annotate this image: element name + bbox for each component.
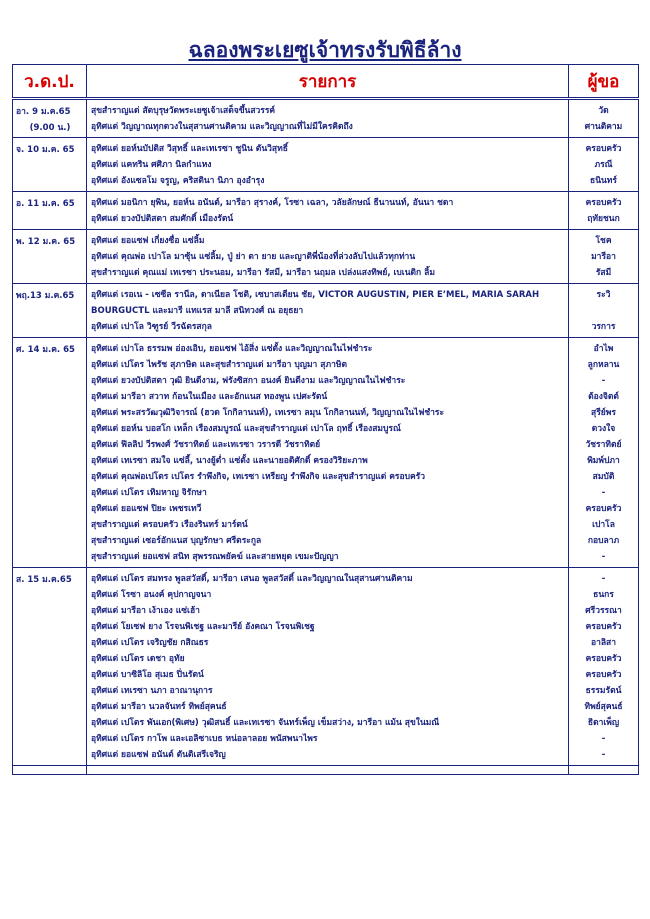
table-row bbox=[13, 284, 639, 338]
table-row bbox=[13, 568, 639, 766]
intention-line: สุขสำราญแด่ ครอบครัว เรืองรินทร์ มาร์ตน์ bbox=[91, 520, 248, 530]
row-date-cell bbox=[13, 568, 87, 766]
mass-intentions-table bbox=[12, 64, 639, 775]
requester-line: พิมพ์ปภา bbox=[587, 456, 620, 466]
row-items-cell bbox=[87, 138, 569, 192]
intention-line: อุทิศแด่ ยอห์น บอสโก เหล็ก เรืองสมบูรณ์ และสุขสำราญแด่ เปาโล ฤทธิ์ เรืองสมบูรณ์ bbox=[91, 424, 401, 434]
requester-line: สุรีย์พร bbox=[591, 408, 616, 418]
column-header-items: รายการ bbox=[87, 65, 569, 99]
row-requester-cell bbox=[569, 192, 639, 230]
requester-line: ครอบครัว bbox=[585, 654, 622, 664]
requester-line: ธนินทร์ bbox=[590, 176, 617, 186]
intention-line: อุทิศแด่ ยอแซฟ ปิยะ เพชรเทวี bbox=[91, 504, 202, 514]
requester-line: ธรรมรัตน์ bbox=[585, 686, 622, 696]
table-body bbox=[13, 99, 639, 775]
requester-line bbox=[570, 303, 637, 319]
intention-line: อุทิศแด่ เปโตร เดชา อุทัย bbox=[91, 654, 185, 664]
intention-line: อุทิศแด่ เทเรซา นภา อาณานุการ bbox=[91, 686, 213, 696]
row-items-cell bbox=[87, 284, 569, 338]
row-date-cell bbox=[13, 138, 87, 192]
intention-line: อุทิศแด่ ยอห์นบัปติส วิสุทธิ์ และเทเรซา ชูนิน ตันวิสุทธิ์ bbox=[91, 144, 288, 154]
requester-line: ครอบครัว bbox=[585, 622, 622, 632]
row-date-cell bbox=[13, 192, 87, 230]
empty-cell bbox=[13, 766, 87, 775]
row-items-cell bbox=[87, 192, 569, 230]
requester-line: วัด bbox=[598, 106, 609, 116]
intention-line: อุทิศแด่ มารีอา นวลจันทร์ ทิพย์สุคนธ์ bbox=[91, 702, 227, 712]
table-row bbox=[13, 138, 639, 192]
requester-line: ดวงใจ bbox=[591, 424, 616, 434]
requester-line: - bbox=[601, 734, 606, 744]
intention-line: อุทิศแด่ อังแซลโม จรูญ, คริสตินา นิภา อุงอำรุง bbox=[91, 176, 265, 186]
requester-line: กอบลาภ bbox=[587, 536, 620, 546]
intention-line: อุทิศแด่ เปาโล วิฑูรย์ วีรฉัตรสกุล bbox=[91, 322, 212, 332]
empty-row bbox=[13, 766, 639, 775]
intention-line: อุทิศแด่ วิญญาณทุกดวงในสุสานศานติคาม และวิญญาณที่ไม่มีใครคิดถึง bbox=[91, 122, 353, 132]
intention-line: อุทิศแด่ โยเซฟ ยาง โรจนพิเชฐ และมารีย์ อังคณา โรจนพิเชฐ bbox=[91, 622, 315, 632]
intention-line: สุขสำราญแด่ เซอร์อักแนส บุญรักษา ศรีตระกูล bbox=[91, 536, 262, 546]
requester-line: - bbox=[601, 574, 606, 584]
row-requester-cell bbox=[569, 568, 639, 766]
requester-line: ฤทัยชนก bbox=[587, 214, 620, 224]
requester-line: อำไพ bbox=[593, 344, 614, 354]
page-title: ฉลองพระเยซูเจ้าทรงรับพิธีล้าง bbox=[188, 38, 462, 62]
intention-line: อุทิศแด่ เปโตร สมทรง พูลสวัสดิ์, มารีอา เสนอ พูลสวัสดิ์ และวิญญาณในสุสานศานติคาม bbox=[91, 574, 413, 584]
empty-cell bbox=[87, 766, 569, 775]
requester-line: ต้องจิตต์ bbox=[588, 392, 619, 402]
requester-line: ภรณี bbox=[594, 160, 613, 170]
row-requester-cell bbox=[569, 99, 639, 138]
row-date: พฤ.13 ม.ค.65 bbox=[16, 291, 75, 301]
row-date: อ. 11 ม.ค. 65 bbox=[16, 199, 75, 209]
requester-line: ธนกร bbox=[593, 590, 614, 600]
intention-line: อุทิศแด่ มารีอา สวาท ก้อนในเมือง และอักแนส ทองพูน เปศะรัตน์ bbox=[91, 392, 328, 402]
intention-line: อุทิศแด่ เปโตร เทิมหาญ จิรักษา bbox=[91, 488, 207, 498]
requester-line: - bbox=[601, 488, 606, 498]
row-date: อา. 9 ม.ค.65 bbox=[16, 107, 71, 117]
table-header-row bbox=[13, 65, 639, 99]
intention-line: อุทิศแด่ ยวงบัปติสตา สมศักดิ์ เมืองรัตน์ bbox=[91, 214, 234, 224]
row-items-cell bbox=[87, 568, 569, 766]
intention-line: อุทิศแด่ คุณพ่อ เปาโล มาซุ้น แซ่ลิ้ม, ปู่ ย่า ตา ยาย และญาติพี่น้องที่ล่วงลับไปแล้วทุกท่าน bbox=[91, 252, 416, 262]
intention-line: อุทิศแด่ โรซา อนงค์ คุปกาญจนา bbox=[91, 590, 212, 600]
requester-line: ระวิ bbox=[596, 290, 611, 300]
intention-line: อุทิศแด่ ยอแซฟ อนันต์ ตันติเสรีเจริญ bbox=[91, 750, 226, 760]
requester-line: อาลิสา bbox=[590, 638, 617, 648]
requester-line: สมบัติ bbox=[592, 472, 615, 482]
requester-line: - bbox=[601, 750, 606, 760]
table-row bbox=[13, 230, 639, 284]
row-date-cell bbox=[13, 338, 87, 568]
requester-line: ครอบครัว bbox=[585, 670, 622, 680]
intention-line: อุทิศแด่ พระสรวัฒวุฒิวิจารณ์ (ฮวด โกกิลานนท์), เทเรซา ลมุน โกกิลานนท์, วิญญาณในไฟชำระ bbox=[91, 408, 445, 418]
intention-line: อุทิศแด่ ฟิลลิป วีรพงศ์ วัชราทิตย์ และเทเรซา วรารดี วัชราทิตย์ bbox=[91, 440, 321, 450]
requester-line: ลูกหลาน bbox=[587, 360, 620, 370]
intention-line: อุทิศแด่ เปาโล ธรรมพ อ่องเอิบ, ยอแซฟ ไอ้สิ่ง แซ่ตั้ง และวิญญาณในไฟชำระ bbox=[91, 344, 373, 354]
table-row bbox=[13, 192, 639, 230]
intention-line: สุขสำราญแด่ ยอแซฟ สนิท สุพรรณพยัคฆ์ และสายหยุด เขมะปัญญา bbox=[91, 552, 339, 562]
row-requester-cell bbox=[569, 230, 639, 284]
intention-line: อุทิศแด่ เทเรซา สมใจ แซ่ลี้, นางยู้ด่ำ แซ่ตั้ง และนายอดิศักดิ์ ครองวิริยะภาพ bbox=[91, 456, 368, 466]
requester-line: วัชราทิตย์ bbox=[585, 440, 622, 450]
row-items-cell bbox=[87, 99, 569, 138]
row-items-cell bbox=[87, 230, 569, 284]
intention-line: สุขสำราญแด่ สัตบุรุษวัดพระเยซูเจ้าเสด็จขึ้นสวรรค์ bbox=[91, 106, 276, 116]
requester-line: ศรีวรรณา bbox=[585, 606, 622, 616]
requester-line: ครอบครัว bbox=[585, 198, 622, 208]
intention-line: อุทิศแด่ เรอเน - เซซีล รานีล, ดาเนียล โชติ, เซบาสเตียน ชัย, VICTOR AUGUSTIN, PIER E’MEL, MARIA SARAH BOURGUCTL และมารี แทแรส มาลี สนิทวงศ์ ณ อยุธยา bbox=[91, 290, 540, 316]
table-row bbox=[13, 338, 639, 568]
intention-line: อุทิศแด่ เปโตร ไพรัช สุภาษิต และสุขสำราญแด่ มารีอา บุญมา สุภาษิต bbox=[91, 360, 347, 370]
requester-line: - bbox=[601, 552, 606, 562]
column-header-requester: ผู้ขอ bbox=[569, 65, 639, 99]
row-requester-cell bbox=[569, 284, 639, 338]
requester-line: วรการ bbox=[591, 322, 616, 332]
intention-line: สุขสำราญแด่ คุณแม่ เทเรซา ประนอม, มารีอา รัสมี, มารีอา นฤมล เปล่งแสงทิพย์, เบเนดิก ลิ้ม bbox=[91, 268, 435, 278]
requester-line: รัสมี bbox=[595, 268, 612, 278]
intention-line: อุทิศแด่ เปโตร เจริญชัย กสิณธร bbox=[91, 638, 209, 648]
requester-line: ครอบครัว bbox=[585, 144, 622, 154]
row-requester-cell bbox=[569, 138, 639, 192]
row-date-cell bbox=[13, 99, 87, 138]
row-items-cell bbox=[87, 338, 569, 568]
intention-line: อุทิศแด่ เปโตร กาโพ และเอลิซาเบธ หน่อลาลอย พนัสพนาไพร bbox=[91, 734, 318, 744]
column-header-date: ว.ด.ป. bbox=[13, 65, 87, 99]
requester-line: โชค bbox=[595, 236, 612, 246]
row-date-time: (9.00 น.) bbox=[29, 123, 71, 133]
intention-line: อุทิศแด่ มอนิกา ยุพิน, ยอห์น อนันต์, มารีอา สุรางค์, โรซา เฉลา, วลัยลักษณ์ ธีนานนท์, อันนา ชดา bbox=[91, 198, 454, 208]
requester-line: มารีอา bbox=[591, 252, 616, 262]
row-requester-cell bbox=[569, 338, 639, 568]
requester-line: - bbox=[601, 376, 606, 386]
requester-line: เปาโล bbox=[592, 520, 615, 530]
requester-line: ศานติคาม bbox=[584, 122, 623, 132]
intention-line: อุทิศแด่ ยวงบัปติสตา วุฒิ ยินดีงาม, ฟรังซิสกา อนงค์ ยินดีงาม และวิญญาณในไฟชำระ bbox=[91, 376, 406, 386]
row-date: จ. 10 ม.ค. 65 bbox=[16, 145, 75, 155]
intention-line: อุทิศแด่ คุณพ่อเปโตร เปโตร รำพึงกิจ, เทเรซา เหรียญ รำพึงกิจ และสุขสำราญแด่ ครอบครัว bbox=[91, 472, 426, 482]
empty-cell bbox=[569, 766, 639, 775]
intention-line: อุทิศแด่ มารีอา เง้าเอง แซ่เฮ้า bbox=[91, 606, 200, 616]
intention-line: อุทิศแด่ ยอแซฟ เกี่ยงซื่อ แซ่ลิ้ม bbox=[91, 236, 205, 246]
row-date: ศ. 14 ม.ค. 65 bbox=[16, 345, 75, 355]
requester-line: ธิดาเพ็ญ bbox=[587, 718, 620, 728]
intention-line: อุทิศแด่ เปโตร พันเอก(พิเศษ) วุฒิสนธิ์ และเทเรซา จันทร์เพ็ญ เข็มสว่าง, มารีอา แม้น สุขในมณี bbox=[91, 718, 440, 728]
intention-line: อุทิศแด่ บาซิลิโอ สุเมธ ปิ่นรัตน์ bbox=[91, 670, 204, 680]
row-date: พ. 12 ม.ค. 65 bbox=[16, 237, 76, 247]
row-date-cell bbox=[13, 230, 87, 284]
requester-line: ทิพย์สุคนธ์ bbox=[584, 702, 623, 712]
row-date: ส. 15 ม.ค.65 bbox=[16, 575, 72, 585]
intention-line: อุทิศแด่ แคทริน ศศิภา นิลกำแหง bbox=[91, 160, 212, 170]
requester-line: ครอบครัว bbox=[585, 504, 622, 514]
table-row bbox=[13, 99, 639, 138]
row-date-cell bbox=[13, 284, 87, 338]
